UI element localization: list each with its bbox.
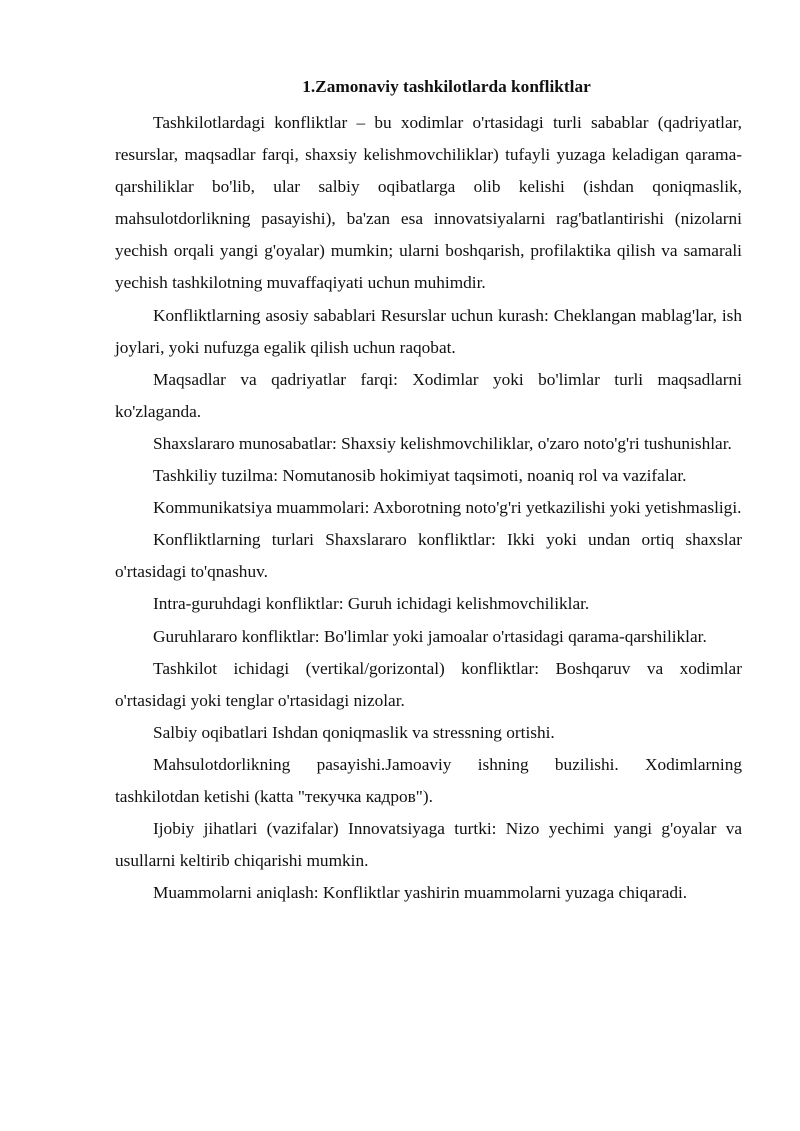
paragraph-types-organizational: Tashkilot ichidagi (vertikal/gorizontal) konfliktlar: Boshqaruv va xodimlar o'rtasidagi yoki tenglar o'rtasidagi nizolar. — [115, 658, 742, 710]
paragraph-types-intragroup: Intra-guruhdagi konfliktlar: Guruh ichidagi kelishmovchiliklar. — [153, 594, 590, 614]
paragraph-causes-resources: Konfliktlarning asosiy sabablari Resurslar uchun kurash: Cheklangan mablag'lar, ish joylari, yoki nufuzga egalik qilish uchun raqobat. — [115, 305, 742, 357]
paragraph-positive-innovation: Ijobiy jihatlari (vazifalar) Innovatsiyaga turtki: Nizo yechimi yangi g'oyalar va usullarni keltirib chiqarishi mumkin. — [115, 819, 742, 871]
paragraph-negative-stress: Salbiy oqibatlari Ishdan qoniqmaslik va stressning ortishi. — [153, 722, 555, 742]
paragraph-causes-structure: Tashkiliy tuzilma: Nomutanosib hokimiyat taqsimoti, noaniq rol va vazifalar. — [153, 466, 687, 486]
document-body — [115, 74, 742, 909]
paragraph-causes-goals: Maqsadlar va qadriyatlar farqi: Xodimlar yoki bo'limlar turli maqsadlarni ko'zlaganda. — [115, 369, 742, 421]
paragraph-types-intergroup: Guruhlararo konfliktlar: Bo'limlar yoki jamoalar o'rtasidagi qarama-qarshiliklar. — [153, 626, 707, 646]
paragraph-types-interpersonal: Konfliktlarning turlari Shaxslararo konfliktlar: Ikki yoki undan ortiq shaxslar o'rtasidagi to'qnashuv. — [115, 530, 742, 582]
paragraph-causes-interpersonal: Shaxslararo munosabatlar: Shaxsiy kelishmovchiliklar, o'zaro noto'g'ri tushunishlar. — [153, 433, 732, 453]
paragraph-positive-problems: Muammolarni aniqlash: Konfliktlar yashirin muammolarni yuzaga chiqaradi. — [153, 883, 688, 903]
paragraph-negative-productivity: Mahsulotdorlikning pasayishi.Jamoaviy ishning buzilishi. Xodimlarning tashkilotdan ketishi (katta "текучка кадров"). — [115, 754, 742, 806]
page-title: 1.Zamonaviy tashkilotlarda konfliktlar — [302, 77, 591, 96]
paragraph-causes-communication: Kommunikatsiya muammolari: Axborotning noto'g'ri yetkazilishi yoki yetishmasligi. — [153, 498, 742, 518]
paragraph-intro: Tashkilotlardagi konfliktlar – bu xodimlar o'rtasidagi turli sabablar (qadriyatlar, resurslar, maqsadlar farqi, shaxsiy kelishmovchiliklar) tufayli yuzaga keladigan qarama-qarshiliklar bo'lib, ular salbiy oqibatlarga olib kelishi (ishdan qoniqmaslik, mahsulotdorlikning pasayishi), ba'zan esa innovatsiyalarni rag'batlantirishi (nizolarni yechish orqali yangi g'oyalar) mumkin; ularni boshqarish, profilaktika qilish va samarali yechish tashkilotning muvaffaqiyati uchun muhimdir. — [115, 113, 742, 293]
